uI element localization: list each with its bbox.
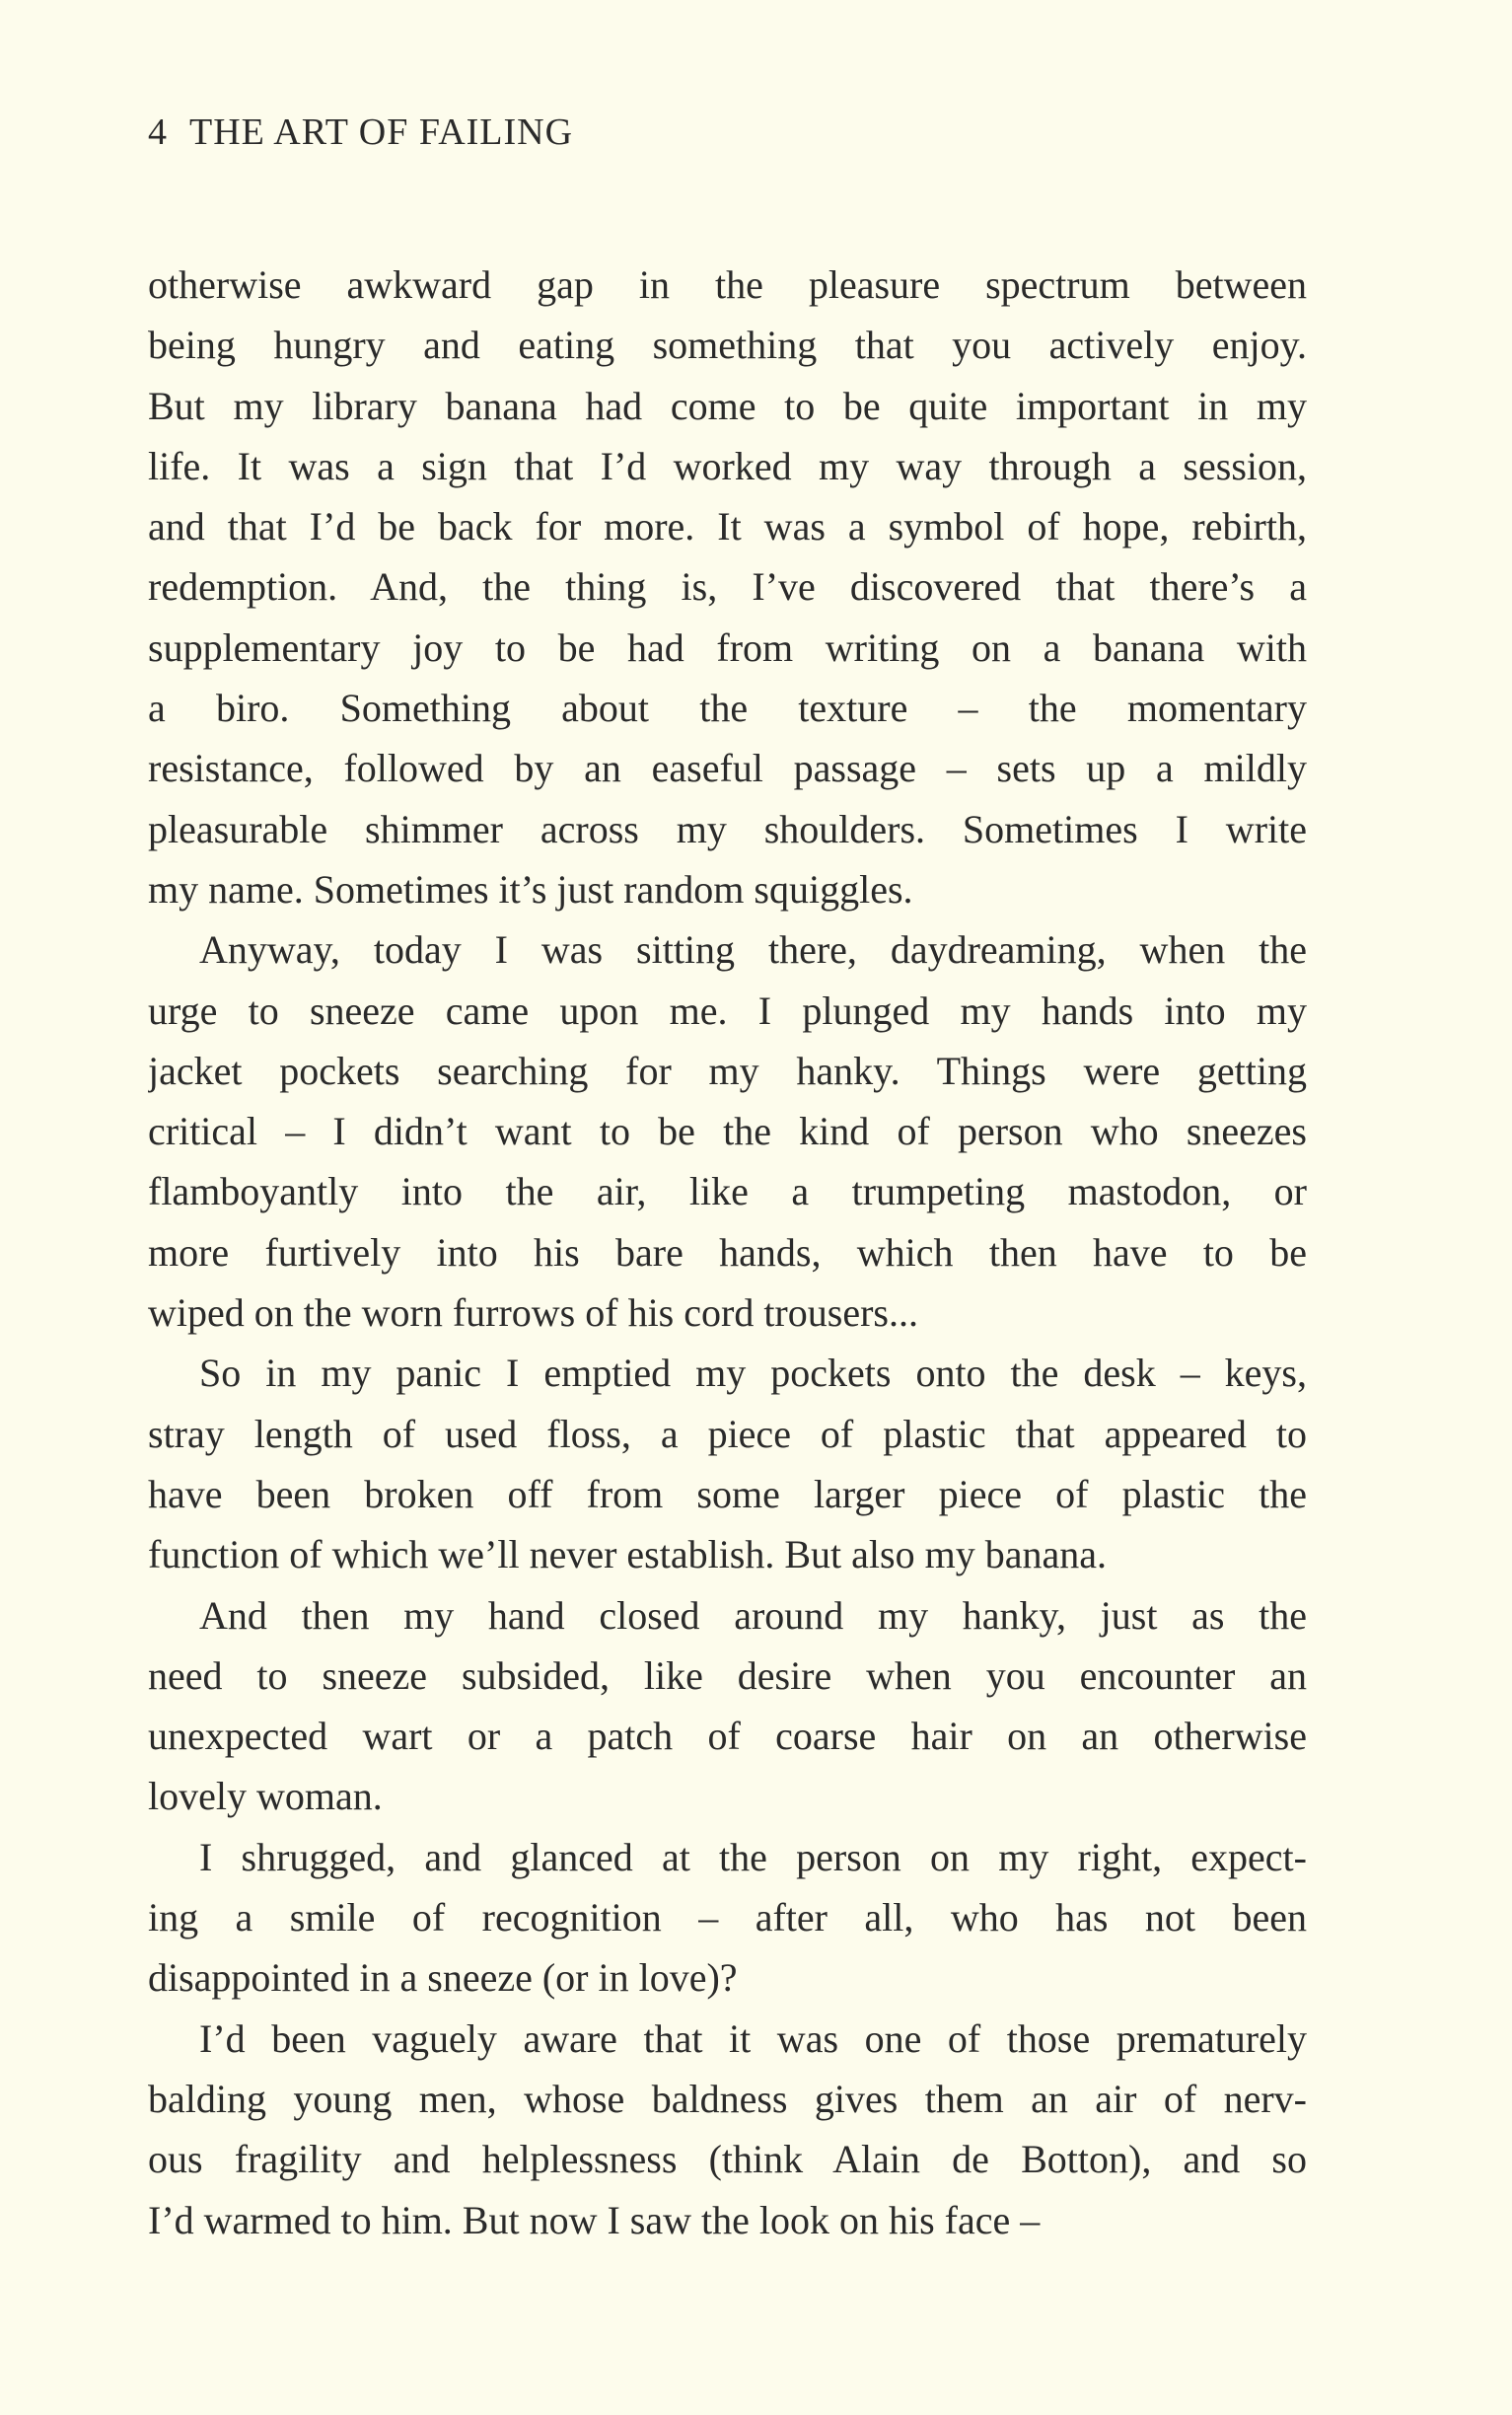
text-line: function of which we’ll never establish. But also my banana. [148, 1532, 1107, 1577]
text-line: I shrugged, and glanced at the person on my right, expect- [199, 1834, 1307, 1879]
paragraph [148, 1827, 1307, 2009]
paragraph [148, 1585, 1307, 1827]
text-line: Anyway, today I was sitting there, daydreaming, when the [199, 927, 1307, 973]
text-line: my name. Sometimes it’s just random squiggles. [148, 866, 913, 912]
text-line: I’d been vaguely aware that it was one of those prematurely [199, 2015, 1307, 2061]
text-line: unexpected wart or a patch of coarse hair on an otherwise [148, 1714, 1307, 1759]
page-number: 4 [148, 111, 168, 153]
text-line: being hungry and eating something that you actively enjoy. [148, 323, 1307, 368]
paragraph [148, 2009, 1307, 2250]
text-line: need to sneeze subsided, like desire when you encounter an [148, 1652, 1307, 1698]
text-line: critical – I didn’t want to be the kind of person who sneezes [148, 1109, 1307, 1154]
text-line: resistance, followed by an easeful passage – sets up a mildly [148, 746, 1307, 791]
text-line: life. It was a sign that I’d worked my way through a session, [148, 443, 1307, 488]
text-line: otherwise awkward gap in the pleasure spectrum between [148, 262, 1307, 307]
text-line: a biro. Something about the texture – the momentary [148, 686, 1307, 731]
text-line: balding young men, whose baldness gives them an air of nerv- [148, 2076, 1307, 2121]
text-line: ing a smile of recognition – after all, who has not been [148, 1895, 1307, 1940]
text-line: stray length of used floss, a piece of plastic that appeared to [148, 1411, 1307, 1456]
text-line: more furtively into his bare hands, which then have to be [148, 1229, 1307, 1275]
text-line: disappointed in a sneeze (or in love)? [148, 1955, 738, 2001]
text-line: ous fragility and helplessness (think Alain de Botton), and so [148, 2137, 1307, 2182]
text-line: lovely woman. [148, 1774, 383, 1819]
text-line: redemption. And, the thing is, I’ve discovered that there’s a [148, 564, 1307, 610]
running-head [148, 110, 573, 154]
paragraph [148, 919, 1307, 1343]
text-line: have been broken off from some larger piece of plastic the [148, 1471, 1307, 1516]
text-line: pleasurable shimmer across my shoulders. Sometimes I write [148, 806, 1307, 851]
paragraph [148, 255, 1307, 919]
text-line: jacket pockets searching for my hanky. Things were getting [148, 1048, 1307, 1093]
text-line: So in my panic I emptied my pockets onto the desk – keys, [199, 1351, 1307, 1396]
body-text [148, 255, 1307, 2250]
text-line: urge to sneeze came upon me. I plunged my hands into my [148, 988, 1307, 1033]
text-line: and that I’d be back for more. It was a symbol of hope, rebirth, [148, 504, 1307, 549]
paragraph [148, 1343, 1307, 1584]
text-line: And then my hand closed around my hanky, just as the [199, 1592, 1307, 1638]
text-line: I’d warmed to him. But now I saw the look on his face – [148, 2197, 1041, 2242]
text-line: supplementary joy to be had from writing on a banana with [148, 624, 1307, 670]
text-line: flamboyantly into the air, like a trumpeting mastodon, or [148, 1169, 1307, 1214]
book-title: THE ART OF FAILING [189, 111, 574, 153]
text-line: wiped on the worn furrows of his cord trousers... [148, 1290, 918, 1336]
text-line: But my library banana had come to be quite important in my [148, 383, 1307, 428]
